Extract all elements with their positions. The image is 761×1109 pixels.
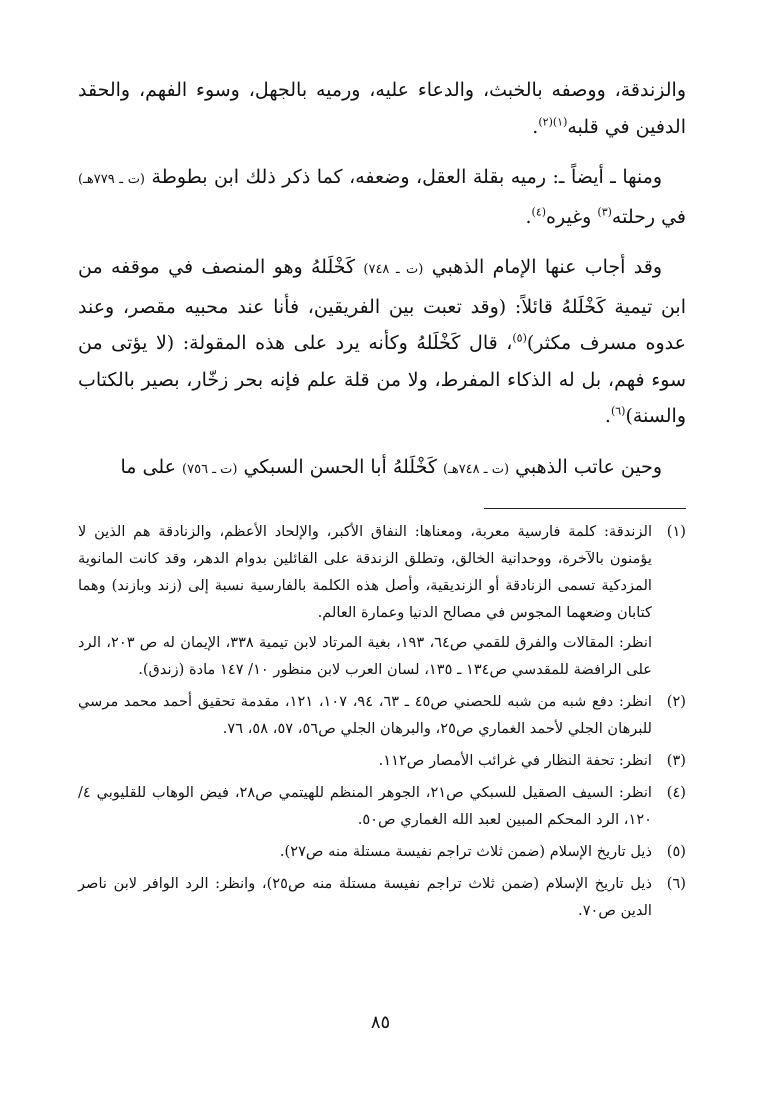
- death-date-ibn-battuta: (ت ـ ٧٧٩هـ): [78, 172, 146, 187]
- paragraph-2-end: .: [525, 205, 532, 228]
- footnote-5: [78, 838, 686, 865]
- paragraph-2-text-b: في رحلته: [611, 205, 686, 228]
- footnotes: [78, 518, 686, 929]
- paragraph-2: [78, 159, 686, 235]
- footnote-number: (٤): [666, 784, 686, 801]
- footnote-number: (٣): [666, 752, 686, 769]
- paragraph-4-text-a: وحين عاتب الذهبي: [515, 455, 662, 478]
- footnote-number: (١): [666, 523, 686, 540]
- footnote-separator: [484, 508, 686, 509]
- paragraph-3: [78, 249, 686, 435]
- footnote-number: (٢): [666, 693, 686, 710]
- footnote-body: [78, 870, 652, 924]
- paragraph-3-text-b: كَخْلَلهُ وهو المنصف في موقفه من ابن تيمية كَخْلَلهُ قائلاً: (وقد تعبت بين الفريقين، فأنا عند محبيه مقصر، وعند عدوه مسرف مكثر): [78, 256, 686, 354]
- paragraph-1-text: والزندقة، ووصفه بالخبث، والدعاء عليه، ورميه بالجهل، وسوء الفهم، والحقد الدفين في قلبه: [78, 79, 686, 138]
- paragraph-4-text-b: كَخْلَلهُ أبا الحسن السبكي: [243, 455, 437, 478]
- footnote-ref-3[interactable]: (٣): [597, 205, 612, 219]
- paragraph-2-text-a: ومنها ـ أيضاً ـ: رميه بقلة العقل، وضعفه، كما ذكر ذلك ابن بطوطة: [151, 166, 662, 188]
- paragraph-1-end: .: [532, 115, 539, 138]
- footnote-references: انظر: المقالات والفرق للقمي ص٦٤، ١٩٣، بغية المرتاد لابن تيمية ٣٣٨، الإيمان له ص ٢٠٣، الرد على الرافضة للمقدسي ص١٣٤ ـ ١٣٥، لسان العرب لابن منظور ١٠/ ١٤٧ مادة (زندق).: [78, 634, 652, 678]
- paragraph-3-end: .: [604, 405, 611, 427]
- footnote-text: انظر: تحفة النظار في غرائب الأمصار ص١١٢.: [378, 752, 652, 769]
- death-date-subki: (ت ـ ٧٥٦): [182, 461, 238, 477]
- footnote-body: [78, 779, 652, 833]
- footnote-ref-5[interactable]: (٥): [512, 331, 527, 345]
- footnote-ref-6[interactable]: (٦): [610, 404, 626, 418]
- footnote-1: [78, 518, 686, 683]
- death-date-dhahabi-2: (ت ـ ٧٤٨هـ): [442, 461, 510, 477]
- footnote-3: [78, 747, 686, 774]
- footnote-ref-2[interactable]: (٢): [538, 115, 553, 129]
- footnote-6: [78, 870, 686, 924]
- footnote-2: [78, 688, 686, 742]
- paragraph-4: [78, 449, 686, 489]
- footnote-body: [78, 747, 652, 774]
- footnote-ref-4[interactable]: (٤): [531, 205, 547, 219]
- footnote-text: انظر: دفع شبه من شبه للحصني ص٤٥ ـ ٦٣، ٩٤، ١٠٧، ١٢١، مقدمة تحقيق أحمد محمد مرسي للبرهان الجلي لأحمد الغماري ص٢٥، والبرهان الجلي ص٥٦، ٥٧، ٥٨، ٧٦.: [78, 693, 652, 737]
- footnote-text: ذيل تاريخ الإسلام (ضمن ثلاث تراجم نفيسة مستلة منه ص٢٧).: [279, 843, 652, 860]
- footnote-body: [78, 688, 652, 742]
- footnote-text: انظر: السيف الصقيل للسبكي ص٢١، الجوهر المنظم للهيتمي ص٢٨، فيض الوهاب للقليوبي ٤/ ١٢٠، الرد المحكم المبين لعبد الله الغماري ص٥٠.: [78, 784, 652, 828]
- paragraph-3-text-c: ، قال كَخْلَلهُ وكأنه يرد على هذه المقولة: (لا يؤتى من سوء فهم، بل له الذكاء المفرط، ولا من قلة علم فإنه بحر زخّار، بصير بالكتاب والسنة): [78, 332, 686, 427]
- footnote-4: [78, 779, 686, 833]
- footnote-number: (٦): [666, 875, 686, 892]
- footnote-body: [78, 838, 652, 865]
- paragraph-1: [78, 72, 686, 145]
- footnote-text: الزندقة: كلمة فارسية معربة، ومعناها: النفاق الأكبر، والإلحاد الأعظم، والزنادقة هم الذين لا يؤمنون بالآخرة، ووحدانية الخالق، وتطلق الزندقة على القائلين بدوام الدهر، وقد كانت المانوية المزدكية تسمى الزنادقة أو الزنديقية، وأصل هذه الكلمة بالفارسية نسبة إلى (زند وبازند) وهما كتابان وضعهما المجوس في مصالح الدنيا وعمارة العالم.: [78, 523, 652, 621]
- footnote-body: [78, 518, 652, 683]
- footnote-text: ذيل تاريخ الإسلام (ضمن ثلاث تراجم نفيسة مستلة منه ص٢٥)، وانظر: الرد الوافر لابن ناصر الدين ص٧٠.: [78, 875, 652, 919]
- main-text: [78, 72, 686, 502]
- death-date-dhahabi: (ت ـ ٧٤٨): [363, 262, 424, 277]
- page-number: ٨٥: [370, 1012, 391, 1033]
- paragraph-4-text-c: على ما: [120, 455, 176, 478]
- footnote-number: (٥): [666, 843, 686, 860]
- paragraph-2-text-c: وغيره: [546, 205, 592, 228]
- paragraph-3-text-a: وقد أجاب عنها الإمام الذهبي: [431, 256, 663, 278]
- footnote-ref-1[interactable]: (١): [552, 115, 568, 129]
